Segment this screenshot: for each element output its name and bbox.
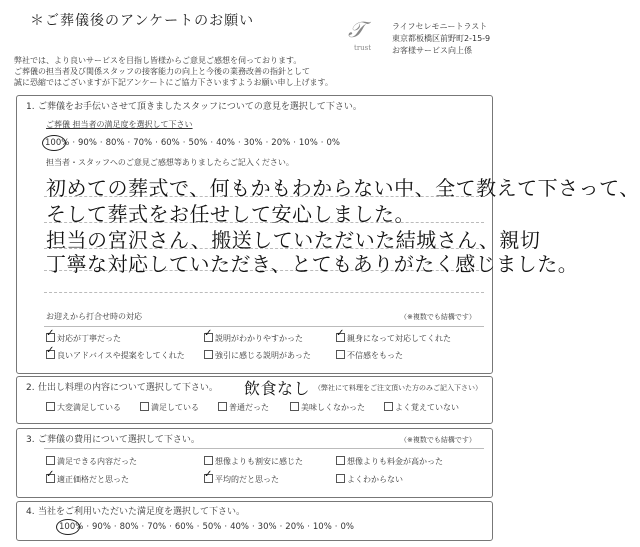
scale-option[interactable]: 80%	[119, 522, 139, 532]
scale-option[interactable]: 100%	[59, 522, 84, 532]
q2-number: 2.	[26, 383, 35, 393]
checkbox-icon[interactable]	[384, 402, 393, 411]
checkbox-icon[interactable]	[204, 333, 213, 342]
company-address: 東京都板橋区前野町2-15-9	[392, 34, 491, 43]
checkbox-icon[interactable]	[336, 474, 345, 483]
q2-option[interactable]: 普通だった	[218, 402, 269, 413]
q1-comment-label: 担当者・スタッフへのご意見ご感想等ありましたらご記入ください。	[46, 158, 294, 167]
scale-option[interactable]: 30%	[257, 522, 277, 532]
scale-option[interactable]: 10%	[298, 138, 318, 148]
page-title: ＊ご葬儀後のアンケートのお願い	[30, 13, 255, 29]
q3-question: ご葬儀の費用について選択して下さい。	[38, 435, 200, 445]
handwritten-comment-line-2: そして葬式をお任せして安心しました。	[46, 202, 415, 226]
divider	[44, 448, 484, 449]
handwritten-comment-line-3: 担当の宮沢さん、搬送していただいた結城さん、親切	[46, 228, 541, 252]
q1-reception-label: お迎えから打合せ時の対応	[46, 312, 142, 321]
q3-option[interactable]: 想像よりも割安に感じた	[204, 456, 303, 467]
scale-option[interactable]: 20%	[285, 522, 305, 532]
company-name: ライフセレモニートラスト	[392, 22, 488, 31]
scale-option[interactable]: 60%	[160, 138, 180, 148]
handwritten-comment-line-1: 初めての葬式で、何もかもわからない中、全て教えて下さって、	[46, 176, 640, 200]
checkbox-icon[interactable]	[46, 333, 55, 342]
checkbox-icon[interactable]	[204, 456, 213, 465]
q1-option[interactable]: ✓ 説明がわかりやすかった	[204, 333, 303, 344]
q2-option[interactable]: 大変満足している	[46, 402, 121, 413]
intro-line-2: ご葬儀の担当者及び関係スタッフの接客能力の向上と今後の業務改善の指針として	[14, 67, 310, 76]
scale-option[interactable]: 40%	[216, 138, 235, 148]
q2-option[interactable]: よく覚えていない	[384, 402, 459, 413]
q3-option[interactable]: よくわからない	[336, 474, 403, 485]
checkbox-icon[interactable]	[46, 350, 55, 359]
q1-sub-label: ご葬儀 担当者の満足度を選択して下さい	[46, 120, 193, 129]
q4-selected-circle	[56, 519, 80, 535]
q3-option[interactable]: ✓適正価格だと思った	[46, 474, 129, 485]
q1-multi-note: （※複数でも結構です）	[400, 313, 476, 321]
scale-option[interactable]: 50%	[202, 522, 222, 532]
company-department: お客様サービス向上係	[392, 46, 472, 55]
scale-option[interactable]: 100%	[45, 138, 70, 148]
q3-option[interactable]: ✓ 平均的だと思った	[204, 474, 279, 485]
scale-option[interactable]: 50%	[188, 138, 208, 148]
q1-option[interactable]: ✓ 親身になって対応してくれた	[336, 333, 451, 344]
scale-option[interactable]: 10%	[312, 522, 332, 532]
checkbox-icon[interactable]	[46, 474, 55, 483]
checkbox-icon[interactable]	[46, 456, 55, 465]
scale-option[interactable]: 90%	[78, 138, 97, 148]
q3-number: 3.	[26, 435, 35, 445]
scale-option[interactable]: 60%	[174, 522, 194, 532]
q1-satisfaction-scale: 100% · 90% · 80% · 70% · 60% · 50% · 40% · 30% · 20% · 10% · 0%	[42, 138, 343, 148]
q1-selected-circle	[42, 135, 66, 151]
handwritten-comment-line-4: 丁寧な対応していただき、とてもありがたく感じました。	[46, 252, 579, 276]
q1-option[interactable]: ✓良いアドバイスや提案をしてくれた	[46, 350, 185, 361]
divider	[44, 326, 484, 327]
q4-number: 4.	[26, 507, 35, 517]
intro-line-1: 弊社では、より良いサービスを目指し皆様からご意見ご感想を伺っております。	[14, 56, 302, 65]
q2-handwritten: 飲食なし	[244, 379, 311, 398]
scale-option[interactable]: 0%	[326, 138, 340, 148]
q1-question: ご葬儀をお手伝いさせて頂きましたスタッフについての意見を選択して下さい。	[38, 102, 362, 112]
checkbox-icon[interactable]	[204, 474, 213, 483]
q2-option[interactable]: 美味しくなかった	[290, 402, 365, 413]
scale-option[interactable]: 70%	[147, 522, 167, 532]
q1-option[interactable]: 強引に感じる説明があった	[204, 350, 311, 361]
checkbox-icon[interactable]	[336, 350, 345, 359]
checkbox-icon[interactable]	[204, 350, 213, 359]
scale-option[interactable]: 20%	[271, 138, 291, 148]
q4-satisfaction-scale: 100% · 90% · 80% · 70% · 60% · 50% · 40% · 30% · 20% · 10% · 0%	[56, 522, 357, 532]
q3-option[interactable]: 満足できる内容だった	[46, 456, 137, 467]
checkbox-icon[interactable]	[218, 402, 227, 411]
checkbox-icon[interactable]	[336, 456, 345, 465]
comment-rule	[44, 292, 484, 293]
q2-question: 仕出し料理の内容について選択して下さい。	[38, 383, 218, 393]
q4-question: 当社をご利用いただいた満足度を選択して下さい。	[38, 507, 246, 517]
scale-option[interactable]: 80%	[105, 138, 125, 148]
intro-line-3: 誠に恐縮ではございますが下記アンケートにご協力下さいますようお願い申し上げます。	[14, 78, 333, 87]
scale-option[interactable]: 70%	[133, 138, 153, 148]
scale-option[interactable]: 90%	[92, 522, 111, 532]
checkbox-icon[interactable]	[336, 333, 345, 342]
q1-number: 1.	[26, 102, 35, 112]
q1-option[interactable]: 不信感をもった	[336, 350, 403, 361]
q1-option[interactable]: ✓対応が丁寧だった	[46, 333, 121, 344]
company-logo: 𝒯 trust	[348, 18, 372, 52]
checkbox-icon[interactable]	[46, 402, 55, 411]
scale-option[interactable]: 0%	[340, 522, 354, 532]
q3-multi-note: （※複数でも結構です）	[400, 436, 476, 444]
scale-option[interactable]: 40%	[230, 522, 249, 532]
q3-option[interactable]: 想像よりも料金が高かった	[336, 456, 443, 467]
scale-option[interactable]: 30%	[243, 138, 263, 148]
checkbox-icon[interactable]	[140, 402, 149, 411]
q2-note: （弊社にて料理をご注文頂いた方のみご記入下さい）	[314, 384, 482, 392]
checkbox-icon[interactable]	[290, 402, 299, 411]
q2-option[interactable]: 満足している	[140, 402, 199, 413]
